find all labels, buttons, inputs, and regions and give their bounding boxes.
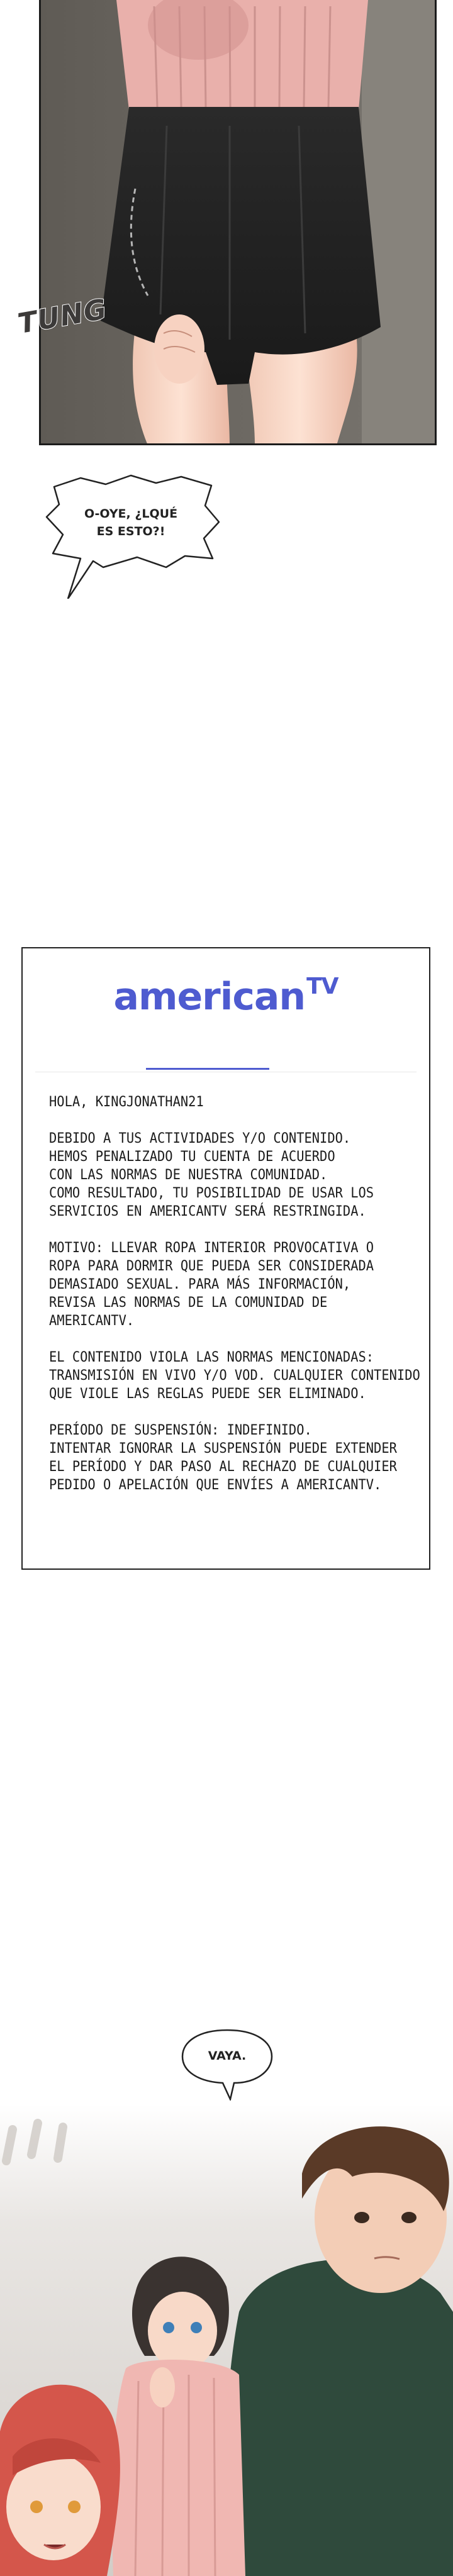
- notice-paragraph-1: DEBIDO A TUS ACTIVIDADES Y/O CONTENIDO. HEMOS PENALIZADO TU CUENTA DE ACUERDO CON LAS NORMAS DE NUESTRA COMUNIDAD. COMO RESULTADO, TU POSIBILIDAD DE USAR LOS SERVICIOS EN AMERICANTV SERÁ RESTRINGIDA.: [49, 1131, 374, 1219]
- logo-underline: [146, 1068, 269, 1070]
- notice-body: [49, 1093, 420, 1513]
- notice-greeting: HOLA, KINGJONATHAN21: [49, 1094, 204, 1110]
- bubble-2-text: VAYA.: [208, 2049, 247, 2063]
- comic-panel-1: [39, 0, 437, 445]
- hand: [154, 314, 204, 384]
- bubble-1-line-2: ES ESTO?!: [96, 524, 165, 538]
- sound-effect-text: TUNG: [15, 292, 110, 341]
- americantv-logo: [23, 975, 429, 1019]
- man-green-sweater: [224, 2260, 453, 2576]
- girl-hand: [150, 2367, 175, 2407]
- bubble-1-line-1: O-OYE, ¿LQUÉ: [84, 507, 178, 521]
- panel-1-artwork: [41, 0, 437, 445]
- comic-panel-3: [0, 2104, 453, 2576]
- logo-tv: TV: [306, 974, 338, 999]
- notice-paragraph-3: EL CONTENIDO VIOLA LAS NORMAS MENCIONADAS: TRANSMISIÓN EN VIVO Y/O VOD. CUALQUIER CONTENIDO QUE VIOLE LAS REGLAS PUEDE SER ELIMINADO.: [49, 1350, 420, 1402]
- logo-word: american: [113, 975, 306, 1019]
- panel-3-artwork: [0, 2104, 453, 2576]
- girl-pink-sweater: [112, 2360, 245, 2576]
- girl-dark-hair-face: [148, 2292, 217, 2370]
- door-frame: [362, 0, 437, 445]
- speech-bubble-2: [180, 2025, 274, 2101]
- notice-paragraph-4: PERÍODO DE SUSPENSIÓN: INDEFINIDO. INTENTAR IGNORAR LA SUSPENSIÓN PUEDE EXTENDER EL PERÍODO Y DAR PASO AL RECHAZO DE CUALQUIER PEDIDO O APELACIÓN QUE ENVÍES A AMERICANTV.: [49, 1423, 397, 1493]
- suspension-notice: [21, 947, 430, 1570]
- notice-paragraph-2: MOTIVO: LLEVAR ROPA INTERIOR PROVOCATIVA O ROPA PARA DORMIR QUE PUEDA SER CONSIDERADA DEMASIADO SEXUAL. PARA MÁS INFORMACIÓN, REVISA LAS NORMAS DE LA COMUNIDAD DE AMERICANTV.: [49, 1240, 374, 1329]
- speech-bubble-1: [43, 473, 225, 599]
